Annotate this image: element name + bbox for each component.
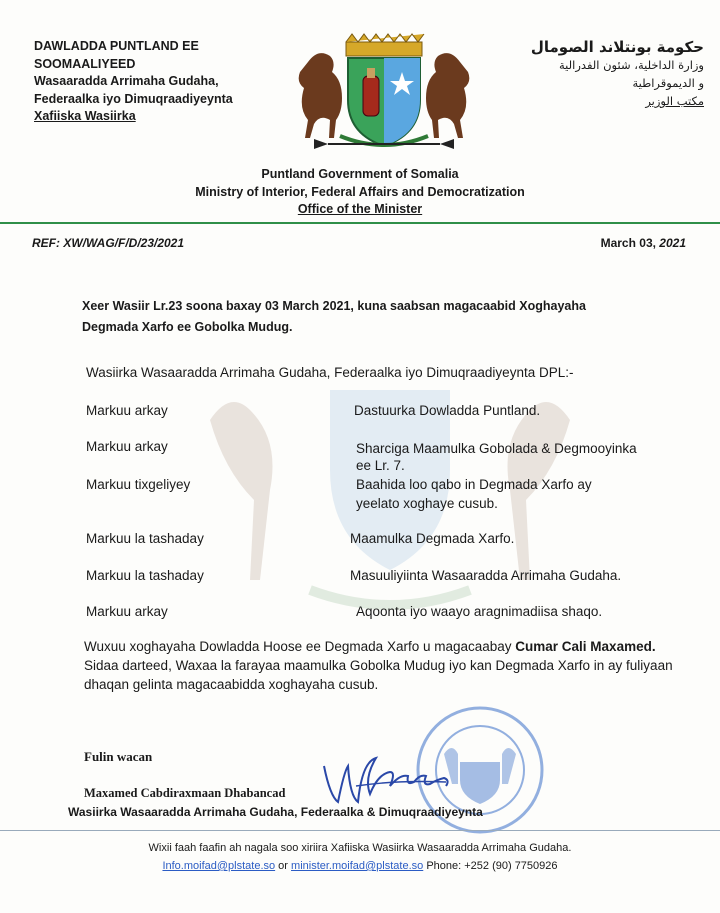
clause-label: Markuu arkay	[86, 439, 168, 454]
state-name-line2: SOOMAALIYEED	[34, 56, 136, 71]
clause-text: Aqoonta iyo waayo aragnimadiisa shaqo.	[356, 604, 603, 619]
closing-part1: Wuxuu xoghayaha Dowladda Hoose ee Degmada Xarfo u magacaabay	[84, 639, 516, 654]
clause-text-cont: ee Lr. 7.	[356, 458, 405, 473]
footer-contact-note: Wixii faah faafin ah nagala soo xiriira Xafiiska Wasiirka Wasaaradda Arrimaha Gudaha.	[148, 842, 572, 854]
ministry-line2: Federaalka iyo Dimuqraadiyeynta	[34, 91, 233, 106]
subject-line1: Xeer Wasiir Lr.23 soona baxay 03 March 2021, kuna saabsan magacaabid Xoghayaha	[82, 299, 586, 313]
date-main: March 03,	[600, 236, 660, 250]
sign-off-greeting: Fulin wacan	[84, 749, 153, 764]
intro-line: Wasiirka Wasaaradda Arrimaha Gudaha, Federaalka iyo Dimuqraadiyeynta DPL:-	[86, 365, 574, 380]
arabic-ministry-line1: وزارة الداخلية، شئون الفدرالية	[559, 58, 704, 72]
closing-paragraph	[84, 637, 674, 694]
clause-text: Sharciga Maamulka Gobolada & Degmooyinka	[356, 441, 637, 456]
letterhead-title	[0, 166, 720, 219]
coat-of-arms-icon	[268, 32, 500, 160]
signature-icon	[316, 752, 476, 810]
signatory-title: Wasiirka Wasaaradda Arrimaha Gudaha, Federaalka & Dimuqraadiyeynta	[68, 805, 483, 819]
office-title: Office of the Minister	[297, 202, 423, 216]
clause-label: Markuu tixgeliyey	[86, 477, 191, 492]
arabic-office-name: مكتب الوزير	[645, 94, 704, 108]
clause-text: Baahida loo qabo in Degmada Xarfo ay	[356, 477, 592, 492]
signatory-name: Maxamed Cabdiraxmaan Dhabancad	[84, 786, 286, 800]
clause-label: Markuu arkay	[86, 403, 168, 418]
state-name-line1: DAWLADDA PUNTLAND EE	[34, 39, 199, 53]
office-name: Xafiiska Wasiirka	[34, 109, 136, 123]
footer-phone: Phone: +252 (90) 7750926	[423, 860, 558, 872]
clause-text: Masuuliyiinta Wasaaradda Arrimaha Gudaha.	[350, 568, 622, 583]
clause-label: Markuu arkay	[86, 604, 168, 619]
letter-date	[601, 236, 686, 250]
date-year: 2021	[659, 236, 686, 250]
footer-or: or	[275, 860, 292, 872]
reference-number: REF: XW/WAG/F/D/23/2021	[32, 236, 185, 250]
clause-text: Maamulka Degmada Xarfo.	[350, 531, 515, 546]
clause-label: Markuu la tashaday	[86, 568, 204, 583]
closing-part2: Sidaa darteed, Waxaa la farayaa maamulka Gobolka Mudug iyo kan Degmada Xarfo in ay fuliyaan dhaqan gelinta magacaabidda xoghayaha cusub.	[84, 658, 673, 692]
minister-email-link[interactable]: minister.moifad@plstate.so	[291, 860, 424, 872]
header-right-block	[531, 38, 704, 110]
subject-line2: Degmada Xarfo ee Gobolka Mudug.	[82, 320, 293, 334]
arabic-state-name: حكومة بونتلاند الصومال	[530, 38, 704, 56]
footer-contact-line	[0, 860, 720, 872]
info-email-link[interactable]: Info.moifad@plstate.so	[162, 860, 276, 872]
appointee-name: Cumar Cali Maxamed.	[515, 639, 656, 654]
government-name: Puntland Government of Somalia	[261, 167, 459, 181]
footer-divider	[0, 830, 720, 831]
header-left-block	[34, 38, 233, 126]
ministry-name: Ministry of Interior, Federal Affairs and Democratization	[195, 184, 525, 199]
clause-text: Dastuurka Dowladda Puntland.	[354, 403, 541, 418]
ministry-line1: Wasaaradda Arrimaha Gudaha,	[34, 74, 219, 88]
clause-label: Markuu la tashaday	[86, 531, 204, 546]
subject-line	[82, 296, 642, 338]
clause-text-cont: yeelato xoghaye cusub.	[356, 496, 498, 511]
arabic-ministry-line2: و الديموقراطية	[632, 76, 704, 90]
header-divider	[0, 222, 720, 224]
